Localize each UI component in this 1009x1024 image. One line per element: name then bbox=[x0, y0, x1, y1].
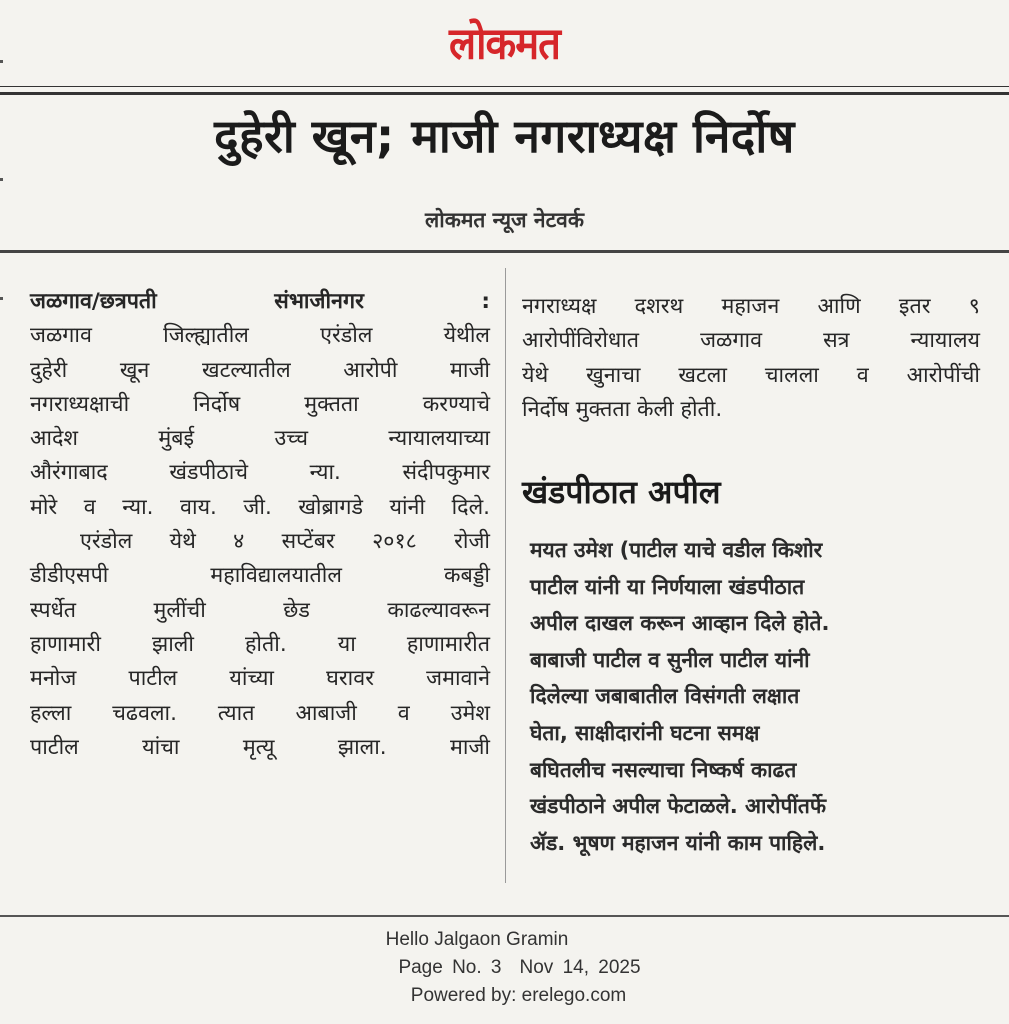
paragraph-line: बाबाजी पाटील व सुनील पाटील यांनी bbox=[530, 647, 810, 672]
article-headline: दुहेरी खून; माजी नगराध्यक्ष निर्दोष bbox=[214, 109, 795, 163]
paragraph-line: डीडीएसपी महाविद्यालयातील कबड्डी bbox=[30, 563, 490, 589]
left-column bbox=[30, 285, 490, 765]
paragraph-line: नगराध्यक्षाची निर्दोष मुक्तता करण्याचे bbox=[30, 391, 490, 417]
paragraph-line: दिलेल्या जबाबातील विसंगती लक्षात bbox=[530, 684, 800, 709]
article-byline: लोकमत न्यूज नेटवर्क bbox=[425, 208, 584, 232]
paragraph-line: मयत उमेश (पाटील याचे वडील किशोर bbox=[530, 538, 823, 562]
right-column bbox=[522, 290, 980, 427]
paragraph-line: औरंगाबाद खंडपीठाचे न्या. संदीपकुमार bbox=[30, 460, 490, 486]
paragraph-line: बघितलीच नसल्याचा निष्कर्ष काढत bbox=[530, 757, 797, 782]
page-number: Page No. 3 bbox=[398, 957, 502, 978]
paragraph-line: स्पर्धेत मुलींची छेड काढल्यावरून bbox=[30, 597, 490, 623]
paragraph-line: आरोपींविरोधात जळगाव सत्र न्यायालय bbox=[522, 328, 980, 354]
lokmat-logo: लोकमत bbox=[449, 18, 560, 70]
paragraph-line: अपील दाखल करून आव्हान दिले होते. bbox=[530, 611, 830, 636]
masthead-rule-thick bbox=[0, 92, 1009, 95]
column-divider bbox=[505, 268, 506, 883]
paragraph-line: पाटील यांचा मृत्यू झाला. माजी bbox=[30, 734, 490, 760]
headline-rule bbox=[0, 250, 1009, 253]
paragraph-line: मोरे व न्या. वाय. जी. खोब्रागडे यांनी दिले. bbox=[30, 494, 490, 520]
subheading: खंडपीठात अपील bbox=[522, 473, 721, 511]
paragraph-line: नगराध्यक्ष दशरथ महाजन आणि इतर ९ bbox=[522, 294, 980, 319]
subsection-column bbox=[530, 532, 970, 861]
edge-mark bbox=[0, 297, 3, 300]
edition-name: Hello Jalgaon Gramin bbox=[385, 929, 569, 950]
powered-by: Powered by: erelego.com bbox=[410, 985, 627, 1006]
paragraph-line: हल्ला चढवला. त्यात आबाजी व उमेश bbox=[30, 700, 490, 726]
publish-date: Nov 14, 2025 bbox=[519, 957, 641, 978]
paragraph-line: ॲड. भूषण महाजन यांनी काम पाहिले. bbox=[530, 830, 826, 855]
paragraph-line: एरंडोल येथे ४ सप्टेंबर २०१८ रोजी bbox=[80, 529, 490, 555]
paragraph-line: आदेश मुंबई उच्च न्यायालयाच्या bbox=[30, 426, 490, 452]
paragraph-line: घेता, साक्षीदारांनी घटना समक्ष bbox=[530, 720, 760, 745]
edge-mark bbox=[0, 60, 3, 63]
paragraph-line: पाटील यांनी या निर्णयाला खंडपीठात bbox=[530, 574, 805, 599]
paragraph-line: निर्दोष मुक्तता केली होती. bbox=[522, 396, 723, 422]
paragraph-line: खंडपीठाने अपील फेटाळले. आरोपींतर्फे bbox=[530, 794, 827, 819]
footer-rule bbox=[0, 915, 1009, 917]
paragraph-line: हाणामारी झाली होती. या हाणामारीत bbox=[30, 631, 490, 657]
page-info bbox=[0, 954, 1009, 982]
masthead-rule-thin bbox=[0, 86, 1009, 87]
masthead bbox=[0, 14, 1009, 74]
paragraph-line: मनोज पाटील यांच्या घरावर जमावाने bbox=[30, 666, 490, 692]
footer bbox=[0, 926, 1009, 1010]
dateline: जळगाव/छत्रपती संभाजीनगर : bbox=[30, 289, 490, 314]
paragraph-line: जळगाव जिल्ह्यातील एरंडोल येथील bbox=[30, 323, 490, 349]
paragraph-line: दुहेरी खून खटल्यातील आरोपी माजी bbox=[30, 357, 490, 383]
edge-mark bbox=[0, 178, 3, 181]
paragraph-line: येथे खुनाचा खटला चालला व आरोपींची bbox=[522, 362, 980, 388]
